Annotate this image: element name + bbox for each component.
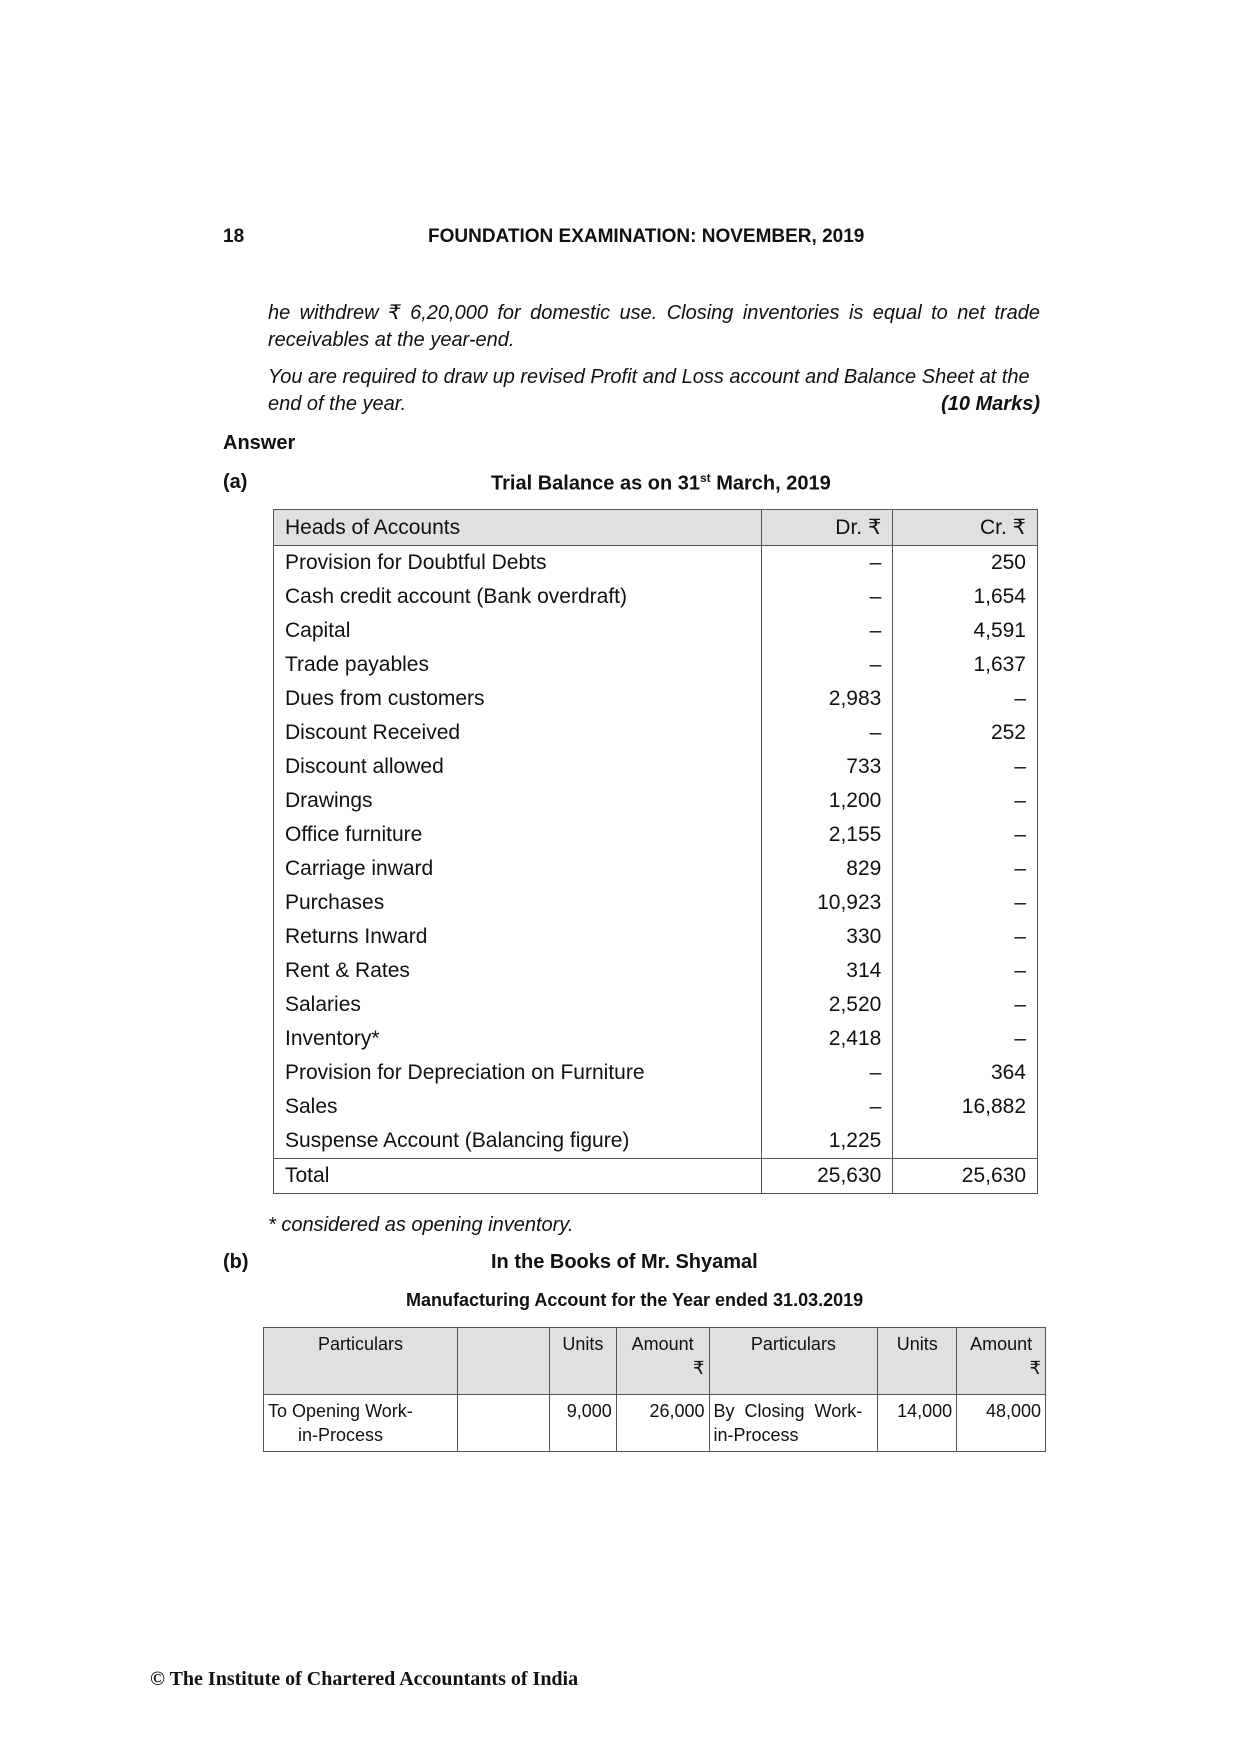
cell-debit: 2,520 <box>761 988 893 1022</box>
col-cr: Cr. ₹ <box>893 510 1038 546</box>
amount-label: Amount <box>970 1334 1033 1354</box>
trial-balance-title <box>491 471 831 496</box>
cell-debit: 829 <box>761 852 893 886</box>
table-row <box>274 988 1038 1022</box>
cell-credit: – <box>893 750 1038 784</box>
table-row <box>274 818 1038 852</box>
table-row <box>274 1124 1038 1159</box>
cell-credit: 1,637 <box>893 648 1038 682</box>
particular-line-1: By Closing Work- <box>713 1401 863 1421</box>
particular-line-2: in-Process <box>298 1425 384 1445</box>
cell-account: Salaries <box>274 988 762 1022</box>
cell-account: Drawings <box>274 784 762 818</box>
table-row <box>274 920 1038 954</box>
cell-credit: – <box>893 886 1038 920</box>
cell-account: Discount Received <box>274 716 762 750</box>
cell-account: Capital <box>274 614 762 648</box>
title-superscript: st <box>700 471 711 485</box>
col-heads: Heads of Accounts <box>274 510 762 546</box>
col-amount-right <box>957 1328 1046 1395</box>
cell-account: Carriage inward <box>274 852 762 886</box>
cell-debit: – <box>761 716 893 750</box>
cell-debit: 1,225 <box>761 1124 893 1159</box>
cell-account: Provision for Doubtful Debts <box>274 546 762 581</box>
cell-debit: – <box>761 1056 893 1090</box>
title-text-end: March, 2019 <box>710 472 831 495</box>
table-row <box>274 682 1038 716</box>
cell-credit: 364 <box>893 1056 1038 1090</box>
col-units-right: Units <box>878 1328 957 1395</box>
col-units-left: Units <box>549 1328 616 1395</box>
rupee-symbol: ₹ <box>693 1358 705 1378</box>
cell-debit: – <box>761 580 893 614</box>
cell-debit: – <box>761 648 893 682</box>
cell-amount-right: 48,000 <box>957 1395 1046 1452</box>
footnote: * considered as opening inventory. <box>268 1214 574 1236</box>
cell-credit: 250 <box>893 546 1038 581</box>
page-number: 18 <box>223 226 245 247</box>
cell-account: Trade payables <box>274 648 762 682</box>
cell-credit: – <box>893 852 1038 886</box>
trial-balance-table <box>273 509 1038 1194</box>
table-row <box>274 546 1038 581</box>
answer-heading: Answer <box>223 432 296 454</box>
cell-blank <box>457 1395 549 1452</box>
total-credit: 25,630 <box>893 1159 1038 1194</box>
cell-credit: – <box>893 920 1038 954</box>
cell-credit: 16,882 <box>893 1090 1038 1124</box>
total-label: Total <box>274 1159 762 1194</box>
col-particulars-left: Particulars <box>264 1328 458 1395</box>
table-row <box>274 954 1038 988</box>
table-row <box>274 784 1038 818</box>
cell-debit: – <box>761 546 893 581</box>
cell-account: Returns Inward <box>274 920 762 954</box>
col-dr: Dr. ₹ <box>761 510 893 546</box>
cell-credit: 4,591 <box>893 614 1038 648</box>
manufacturing-account-table <box>263 1327 1046 1452</box>
cell-debit: 2,155 <box>761 818 893 852</box>
table-row <box>274 852 1038 886</box>
total-debit: 25,630 <box>761 1159 893 1194</box>
table-row <box>274 1022 1038 1056</box>
cell-credit: – <box>893 682 1038 716</box>
question-paragraph-1: he withdrew ₹ 6,20,000 for domestic use. Closing inventories is equal to net trade receivables at the year-end. <box>268 302 1040 351</box>
total-row <box>274 1159 1038 1194</box>
cell-debit: 2,418 <box>761 1022 893 1056</box>
cell-amount-left: 26,000 <box>616 1395 709 1452</box>
rupee-symbol: ₹ <box>1029 1358 1041 1378</box>
cell-units-left: 9,000 <box>549 1395 616 1452</box>
cell-account: Dues from customers <box>274 682 762 716</box>
cell-debit: 733 <box>761 750 893 784</box>
books-title: In the Books of Mr. Shyamal <box>491 1251 758 1273</box>
question-text: You are required to draw up revised Profit and Loss account and Balance Sheet at the end of the year. <box>268 366 1030 415</box>
col-particulars-right: Particulars <box>709 1328 878 1395</box>
cell-debit: – <box>761 1090 893 1124</box>
cell-account: Discount allowed <box>274 750 762 784</box>
col-blank <box>457 1328 549 1395</box>
table-row <box>274 886 1038 920</box>
cell-credit: 252 <box>893 716 1038 750</box>
table-row <box>274 1056 1038 1090</box>
table-row <box>274 716 1038 750</box>
cell-credit <box>893 1124 1038 1159</box>
cell-credit: – <box>893 1022 1038 1056</box>
part-a-label: (a) <box>223 471 248 493</box>
cell-account: Office furniture <box>274 818 762 852</box>
table-row <box>274 1090 1038 1124</box>
table-row <box>274 648 1038 682</box>
cell-particular-left <box>264 1395 458 1452</box>
marks: (10 Marks) <box>941 393 1040 415</box>
title-text: Trial Balance as on 31 <box>491 472 700 495</box>
cell-credit: – <box>893 784 1038 818</box>
cell-account: Provision for Depreciation on Furniture <box>274 1056 762 1090</box>
cell-account: Cash credit account (Bank overdraft) <box>274 580 762 614</box>
table-header-row <box>274 510 1038 546</box>
cell-debit: – <box>761 614 893 648</box>
table-row <box>274 614 1038 648</box>
part-b-label: (b) <box>223 1251 249 1273</box>
cell-units-right: 14,000 <box>878 1395 957 1452</box>
cell-account: Inventory* <box>274 1022 762 1056</box>
cell-debit: 2,983 <box>761 682 893 716</box>
page-header: FOUNDATION EXAMINATION: NOVEMBER, 2019 <box>428 226 865 247</box>
cell-account: Purchases <box>274 886 762 920</box>
cell-debit: 314 <box>761 954 893 988</box>
manufacturing-title: Manufacturing Account for the Year ended 31.03.2019 <box>406 1290 864 1310</box>
cell-account: Sales <box>274 1090 762 1124</box>
particular-line-2: in-Process <box>713 1425 799 1445</box>
question-paragraph-2 <box>268 364 1040 418</box>
cell-credit: – <box>893 818 1038 852</box>
cell-credit: 1,654 <box>893 580 1038 614</box>
col-amount-left <box>616 1328 709 1395</box>
cell-credit: – <box>893 988 1038 1022</box>
cell-account: Suspense Account (Balancing figure) <box>274 1124 762 1159</box>
cell-particular-right <box>709 1395 878 1452</box>
cell-debit: 1,200 <box>761 784 893 818</box>
table-header-row <box>264 1328 1046 1395</box>
copyright-footer: © The Institute of Chartered Accountants of India <box>150 1668 579 1690</box>
table-row <box>274 580 1038 614</box>
amount-label: Amount <box>631 1334 694 1354</box>
table-row <box>274 750 1038 784</box>
cell-account: Rent & Rates <box>274 954 762 988</box>
particular-line-1: To Opening Work- <box>268 1401 413 1421</box>
cell-debit: 330 <box>761 920 893 954</box>
cell-credit: – <box>893 954 1038 988</box>
cell-debit: 10,923 <box>761 886 893 920</box>
table-row <box>264 1395 1046 1452</box>
